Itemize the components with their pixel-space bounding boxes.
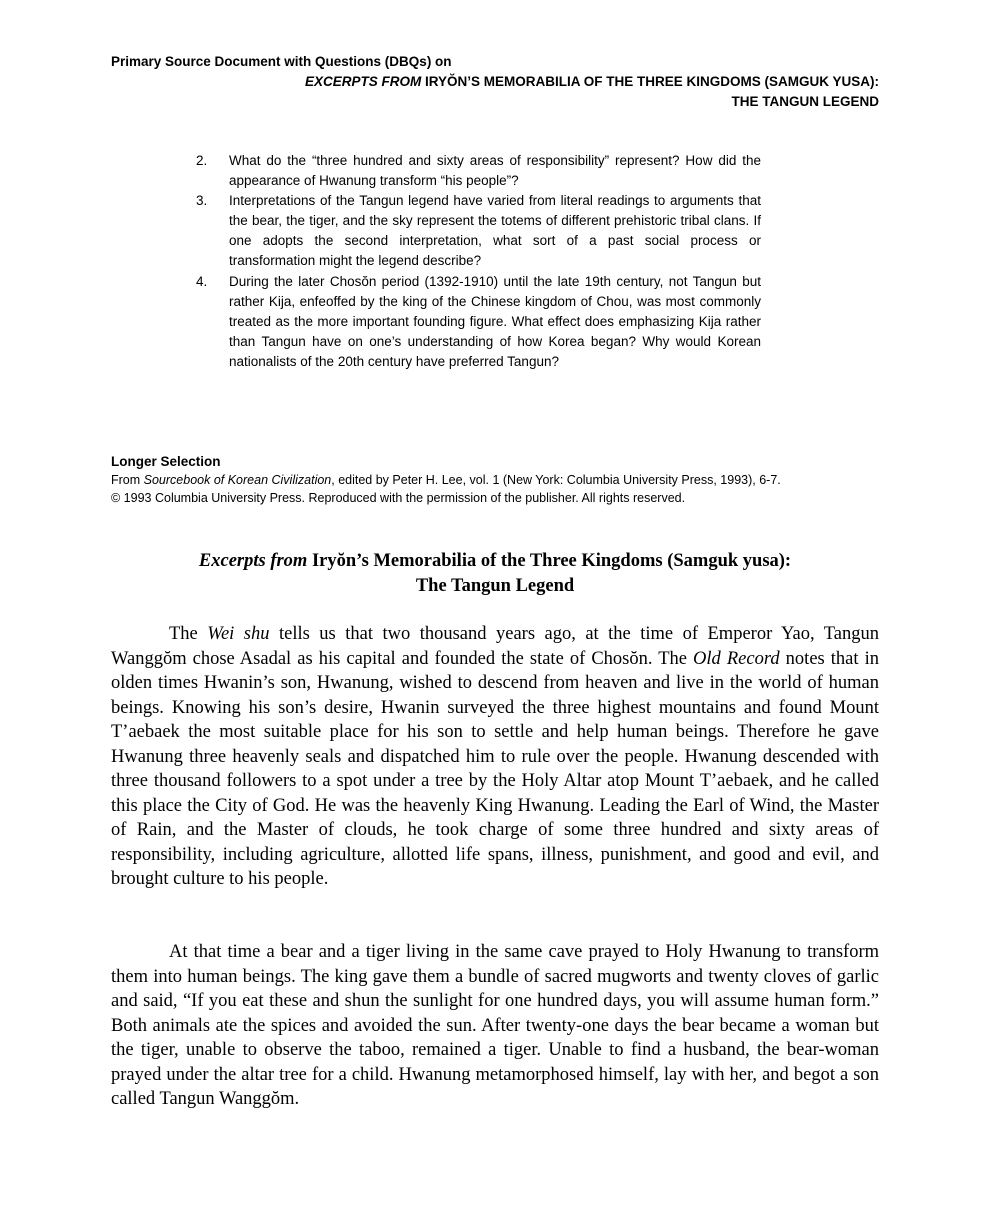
body-text: notes that in olden times Hwanin’s son, Hwanung, wished to descend from heaven and live in the world of human beings. Knowing his son’s desire, Hwanin surveyed the three highest mountains and found Mount T’aebaek the most suitable place for his son to settle and help human beings. Therefore he gave Hwanung three heavenly seals and dispatched him to rule over the people. Hwanung descended with three thousand followers to a spot under a tree by the Holy Altar atop Mount T’aebaek, and he called this place the City of God. He was the heavenly King Hwanung. Leading the Earl of Wind, the Master of Rain, and the Master of clouds, he took charge of some three hundred and sixty areas of responsibility, including agriculture, allotted life spans, illness, punishment, and good and evil, and brought culture to his people. — [111, 648, 879, 889]
old-record-title: Old Record — [693, 648, 780, 669]
citation-details: , edited by Peter H. Lee, vol. 1 (New York: Columbia University Press, 1993), 6-7. — [331, 473, 781, 487]
document-header — [111, 52, 879, 112]
question-item — [196, 151, 761, 191]
body-paragraph-1 — [111, 622, 879, 892]
body-text: The — [169, 624, 208, 644]
header-line-1: Primary Source Document with Questions (DBQs) on — [111, 54, 452, 69]
header-line-3: THE TANGUN LEGEND — [731, 94, 879, 109]
excerpt-title-line-2: The Tangun Legend — [415, 576, 575, 596]
question-list — [196, 151, 761, 372]
header-title: IRYŎN’S MEMORABILIA OF THE THREE KINGDOMS (SAMGUK YUSA): — [421, 74, 879, 89]
copyright-notice: © 1993 Columbia University Press. Reproduced with the permission of the publisher. All rights reserved. — [111, 491, 686, 505]
excerpt-title — [111, 549, 879, 599]
body-paragraph-2: At that time a bear and a tiger living in the same cave prayed to Holy Hwanung to transform them into human beings. The king gave them a bundle of sacred mugworts and twenty cloves of garlic and said, “If you eat these and shun the sunlight for one hundred days, you will assume human form.” Both animals ate the spices and avoided the sun. After twenty-one days the bear became a woman but the tiger, unable to observe the taboo, remained a tiger. Unable to find a husband, the bear-woman prayed under the altar tree for a child. Hwanung metamorphosed himself, lay with her, and begot a son called Tangun Wanggŏm. — [111, 942, 879, 1109]
excerpt-title-italic: Excerpts from — [198, 551, 308, 571]
question-number: 2. — [196, 153, 208, 168]
question-text: Interpretations of the Tangun legend have varied from literal readings to arguments that the bear, the tiger, and the sky represent the totems of different prehistoric tribal clans. If one adopts the second interpretation, what sort of a past social process or transformation might the legend describe? — [229, 193, 761, 269]
question-text: During the later Chosŏn period (1392-1910) until the late 19th century, not Tangun but rather Kija, enfeoffed by the king of the Chinese kingdom of Chou, was most commonly treated as the more important founding figure. What effect does emphasizing Kija rather than Tangun have on one’s understanding of how Korea began? Why would Korean nationalists of the 20th century have preferred Tangun? — [229, 273, 761, 369]
body-text: tells us that two thousand years ago, at the time of Emperor Yao, Tangun Wanggŏm chose Asadal as his capital and founded the state of Chosŏn. The — [111, 624, 879, 669]
longer-selection — [111, 453, 879, 507]
excerpt-title-line-1 — [111, 549, 879, 574]
question-item — [196, 272, 761, 372]
citation-book-title: Sourcebook of Korean Civilization — [143, 473, 332, 487]
question-number: 3. — [196, 193, 208, 209]
header-italic: EXCERPTS FROM — [304, 74, 422, 89]
question-text: What do the “three hundred and sixty areas of responsibility” represent? How did the appearance of Hwanung transform “his people”? — [229, 153, 761, 189]
selection-citation — [111, 471, 879, 489]
excerpt-title-main: Iryŏn’s Memorabilia of the Three Kingdoms (Samguk yusa): — [307, 551, 792, 571]
question-number: 4. — [196, 273, 208, 289]
selection-label: Longer Selection — [111, 454, 221, 469]
wei-shu-title: Wei shu — [207, 624, 270, 644]
question-item — [196, 191, 761, 271]
citation-from: From — [111, 473, 144, 487]
header-line-2 — [111, 72, 879, 92]
